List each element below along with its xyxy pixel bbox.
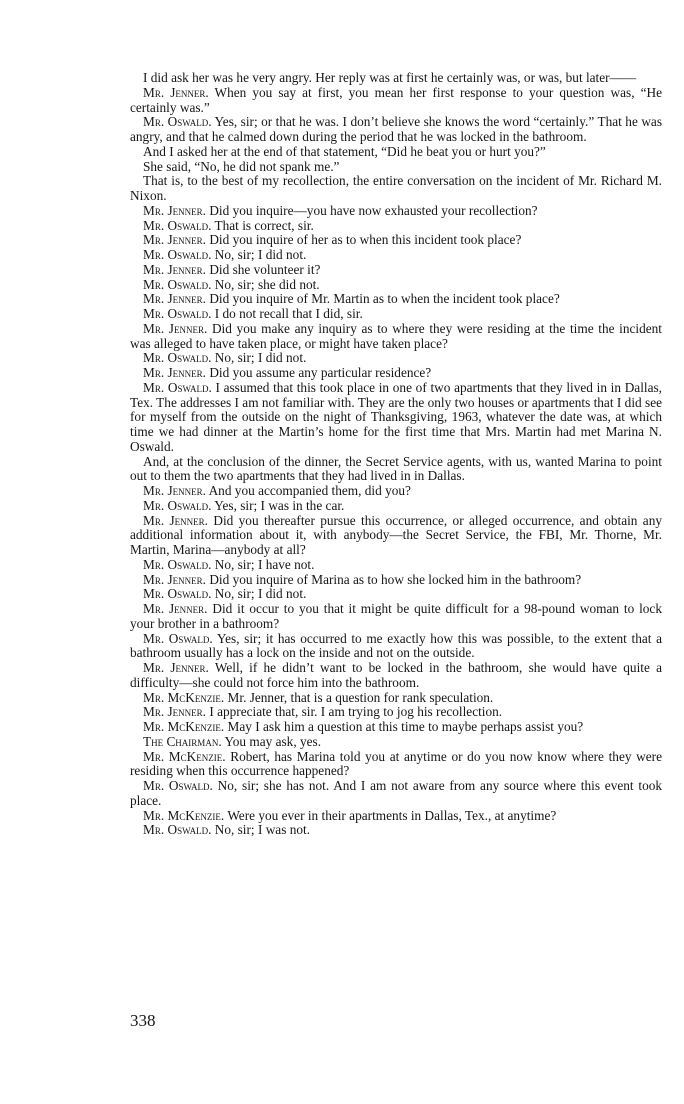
narrative-paragraph xyxy=(130,174,662,204)
speaker-name: Mr. Oswald. xyxy=(143,586,212,602)
speaker-name: Mr. Oswald. xyxy=(143,497,212,513)
paragraph-text: May I ask him a question at this time to maybe perhaps assist you? xyxy=(227,719,584,734)
speaker-name: Mr. Jenner. xyxy=(143,261,206,277)
paragraph-text: I do not recall that I did, sir. xyxy=(214,306,363,321)
paragraph-text: Were you ever in their apartments in Dallas, Tex., at anytime? xyxy=(227,807,557,823)
paragraph-text: Did you make any inquiry as to where they were residing at the time the incident was alleged to have taken place, or might have taken place? xyxy=(130,320,662,351)
paragraph-text: I assumed that this took place in one of two apartments that they lived in in Dallas, Tex. The addresses I am not familiar with. They are the only two houses or apartments that I did see for myself from the outside on the night of Thanksgiving, 1963, whatever the date was, at which time we had dinner at the Martin’s home for the first time that Mrs. Martin had met Marina N. Oswald. xyxy=(130,379,663,454)
paragraph-text: Did you thereafter pursue this occurrence, or alleged occurrence, and obtain any additional information about it, with anybody—the Secret Service, the FBI, Mr. Thorne, Mr. Martin, Marina—anybody at all? xyxy=(130,512,662,557)
narrative-paragraph xyxy=(130,71,662,86)
speaker-name: Mr. McKenzie. xyxy=(143,689,225,705)
speaker-name: Mr. Jenner. xyxy=(143,704,206,720)
speaker-name: Mr. Jenner. xyxy=(143,84,209,100)
paragraph-text: Well, if he didn’t want to be locked in the bathroom, she would have quite a difficulty—she could not force him into the bathroom. xyxy=(130,660,662,690)
speaker-name: Mr. Jenner. xyxy=(143,512,208,528)
paragraph-text: I did ask her was he very angry. Her reply was at first he certainly was, or was, but later—— xyxy=(143,70,637,85)
paragraph-text: That is, to the best of my recollection, the entire conversation on the incident of Mr. Richard M. Nixon. xyxy=(130,173,662,203)
speaker-name: Mr. McKenzie. xyxy=(143,748,226,764)
testimony-paragraph xyxy=(130,691,662,706)
paragraph-text: I appreciate that, sir. I am trying to jog his recollection. xyxy=(209,704,503,720)
paragraph-text: Did she volunteer it? xyxy=(209,261,321,277)
testimony-paragraph xyxy=(130,381,662,455)
paragraph-text: And you accompanied them, did you? xyxy=(208,483,411,498)
paragraph-text: And I asked her at the end of that statement, “Did he beat you or hurt you?” xyxy=(143,143,546,159)
paragraph-text: Yes, sir; or that he was. I don’t believe she knows the word “certainly.” That he was angry, and that he calmed down during the period that he was locked in the bathroom. xyxy=(130,114,662,144)
testimony-paragraph xyxy=(130,514,662,558)
testimony-paragraph xyxy=(130,307,662,322)
speaker-name: Mr. Oswald. xyxy=(143,217,212,233)
speaker-name: Mr. Oswald. xyxy=(143,822,212,838)
paragraph-text: And, at the conclusion of the dinner, the Secret Service agents, with us, wanted Marina to point out to them the two apartments that they had lived in in Dallas. xyxy=(130,453,662,484)
paragraph-text: When you say at first, you mean her first response to your question was, “He certainly was.” xyxy=(130,84,662,115)
paragraph-text: No, sir; she has not. And I am not aware from any source where this event took place. xyxy=(130,778,663,808)
speaker-name: Mr. McKenzie. xyxy=(143,719,225,734)
speaker-name: Mr. Oswald. xyxy=(143,778,213,793)
speaker-name: Mr. Oswald. xyxy=(143,350,212,366)
paragraph-text: Yes, sir; it has occurred to me exactly how this was possible, to the extent that a bathroom usually has a lock on the inside and not on the outside. xyxy=(130,630,662,661)
testimony-paragraph xyxy=(130,366,662,381)
speaker-name: Mr. Jenner. xyxy=(143,320,208,336)
speaker-name: Mr. Oswald. xyxy=(143,247,212,262)
speaker-name: Mr. Jenner. xyxy=(143,660,209,675)
paragraph-text: Did you assume any particular residence? xyxy=(209,365,432,380)
speaker-name: Mr. Oswald. xyxy=(143,276,212,292)
narrative-paragraph xyxy=(130,160,662,175)
paragraph-text: Did you inquire—you have now exhausted your recollection? xyxy=(209,202,538,218)
testimony-paragraph xyxy=(130,750,662,780)
speaker-name: Mr. Jenner. xyxy=(143,365,206,380)
speaker-name: Mr. Oswald. xyxy=(143,556,212,572)
testimony-paragraph xyxy=(130,720,662,735)
testimony-paragraph xyxy=(130,573,662,588)
page-number: 338 xyxy=(130,1011,156,1030)
speaker-name: Mr. Jenner. xyxy=(143,571,206,587)
speaker-name: Mr. Oswald. xyxy=(143,379,212,395)
testimony-paragraph xyxy=(130,499,662,514)
testimony-paragraph xyxy=(130,661,662,691)
testimony-paragraph xyxy=(130,115,662,145)
testimony-paragraph xyxy=(130,632,662,662)
paragraph-text: No, sir; she did not. xyxy=(214,276,320,292)
speaker-name: Mr. Oswald. xyxy=(143,630,213,646)
speaker-name: Mr. Oswald. xyxy=(143,114,212,130)
paragraph-text: No, sir; I did not. xyxy=(214,247,307,262)
testimony-paragraph xyxy=(130,86,662,116)
testimony-paragraph xyxy=(130,779,662,809)
paragraph-text: She said, “No, he did not spank me.” xyxy=(143,158,340,174)
paragraph-text: Robert, has Marina told you at anytime or do you now know where they were residing when this occurrence happened? xyxy=(130,748,662,779)
paragraph-text: No, sir; I did not. xyxy=(214,586,307,602)
paragraph-text: Yes, sir; I was in the car. xyxy=(214,497,345,513)
paragraph-text: No, sir; I did not. xyxy=(214,350,307,366)
testimony-paragraph xyxy=(130,292,662,307)
testimony-paragraph xyxy=(130,351,662,366)
testimony-paragraph xyxy=(130,484,662,499)
testimony-paragraph xyxy=(130,233,662,248)
paragraph-text: You may ask, yes. xyxy=(224,733,322,749)
testimony-paragraph xyxy=(130,322,662,352)
testimony-paragraph xyxy=(130,602,662,632)
speaker-name: Mr. Jenner. xyxy=(143,601,208,616)
paragraph-text: That is correct, sir. xyxy=(214,217,314,233)
narrative-paragraph xyxy=(130,145,662,160)
paragraph-text: Mr. Jenner, that is a question for rank speculation. xyxy=(227,689,494,705)
testimony-paragraph xyxy=(130,705,662,720)
testimony-paragraph xyxy=(130,558,662,573)
testimony-paragraph xyxy=(130,204,662,219)
testimony-paragraph xyxy=(130,248,662,263)
testimony-paragraph xyxy=(130,219,662,234)
paragraph-text: Did you inquire of Mr. Martin as to when the incident took place? xyxy=(209,291,560,307)
speaker-name: Mr. Jenner. xyxy=(143,291,206,307)
paragraph-text: Did you inquire of Marina as to how she locked him in the bathroom? xyxy=(209,571,582,587)
testimony-paragraph xyxy=(130,735,662,750)
speaker-name: Mr. Jenner. xyxy=(143,232,206,248)
speaker-name: Mr. Jenner. xyxy=(143,202,206,218)
transcript-body xyxy=(130,71,662,838)
speaker-name: Mr. Jenner. xyxy=(143,483,206,498)
testimony-paragraph xyxy=(130,278,662,293)
testimony-paragraph xyxy=(130,263,662,278)
testimony-paragraph xyxy=(130,823,662,838)
paragraph-text: No, sir; I was not. xyxy=(214,822,311,838)
paragraph-text: Did you inquire of her as to when this incident took place? xyxy=(209,232,522,248)
narrative-paragraph xyxy=(130,455,662,485)
speaker-name: The Chairman. xyxy=(143,733,222,749)
testimony-paragraph xyxy=(130,809,662,824)
speaker-name: Mr. McKenzie. xyxy=(143,807,225,823)
paragraph-text: No, sir; I have not. xyxy=(214,556,315,572)
testimony-paragraph xyxy=(130,587,662,602)
paragraph-text: Did it occur to you that it might be quite difficult for a 98-pound woman to lock your brother in a bathroom? xyxy=(130,601,662,631)
speaker-name: Mr. Oswald. xyxy=(143,306,212,321)
